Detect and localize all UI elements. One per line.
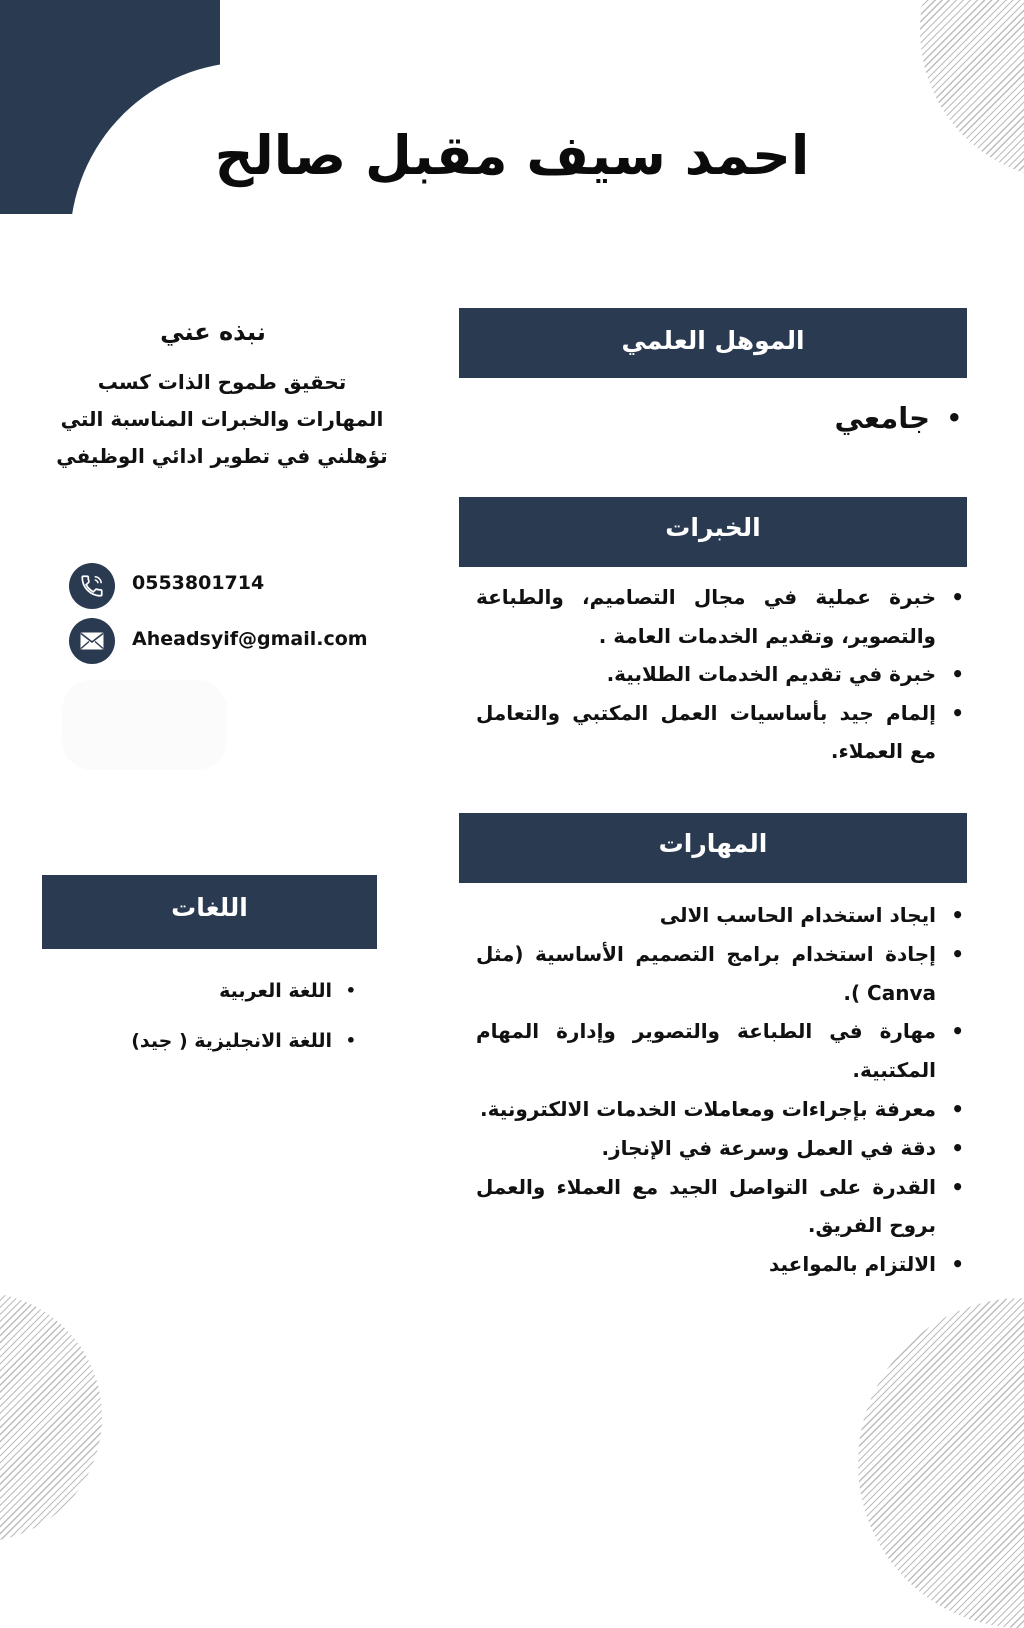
- languages-list: [60, 966, 360, 1066]
- skill-item: • ايجاد استخدام الحاسب الالى: [476, 896, 966, 935]
- skills-section-header: [459, 813, 967, 883]
- skill-item: • مهارة في الطباعة والتصوير وإدارة المهام المكتبية.: [476, 1012, 966, 1090]
- experience-list: [476, 578, 966, 771]
- skills-list: [476, 896, 966, 1284]
- skill-item: • إجادة استخدام برامج التصميم الأساسية (مثل Canva ).: [476, 935, 966, 1013]
- languages-section-header: [42, 875, 377, 949]
- language-item: • اللغة الانجليزية ( جيد): [60, 1016, 360, 1066]
- languages-heading: اللغات: [171, 893, 248, 922]
- qualification-heading: الموهل العلمي: [621, 326, 805, 355]
- experience-item: • إلمام جيد بأساسيات العمل المكتبي والتعامل مع العملاء.: [476, 694, 966, 771]
- skill-item: • الالتزام بالمواعيد: [476, 1245, 966, 1284]
- skills-heading: المهارات: [658, 829, 768, 858]
- skill-item: • معرفة بإجراءات ومعاملات الخدمات الالكترونية.: [476, 1090, 966, 1129]
- experience-item: • خبرة في تقديم الخدمات الطلابية.: [476, 655, 966, 694]
- experience-item: • خبرة عملية في مجال التصاميم، والطباعة والتصوير، وتقديم الخدمات العامة .: [476, 578, 966, 655]
- phone-icon: [69, 563, 115, 609]
- decorative-hatched-circle-bottom-left: [0, 1292, 102, 1542]
- envelope-icon: [69, 618, 115, 664]
- decorative-faint-shape: [62, 680, 227, 770]
- about-body: تحقيق طموح الذات كسب المهارات والخبرات المناسبة التي تؤهلني في تطوير ادائي الوظيفي: [56, 370, 388, 468]
- experience-section-header: [459, 497, 967, 567]
- qualification-section-header: [459, 308, 967, 378]
- qualification-list: [486, 396, 966, 440]
- skill-item: • القدرة على التواصل الجيد مع العملاء والعمل بروح الفريق.: [476, 1168, 966, 1246]
- experience-heading: الخبرات: [665, 513, 761, 542]
- language-item: • اللغة العربية: [60, 966, 360, 1016]
- email-link[interactable]: Aheadsyif@gmail.com: [132, 628, 368, 650]
- phone-number-link[interactable]: 0553801714: [132, 572, 265, 594]
- about-heading: نبذه عني: [160, 318, 266, 346]
- resume-name-title: احمد سيف مقبل صالح: [214, 124, 810, 187]
- decorative-hatched-circle-bottom-right: [858, 1298, 1024, 1628]
- skill-item: • دقة في العمل وسرعة في الإنجاز.: [476, 1129, 966, 1168]
- qualification-item: • جامعي: [486, 396, 966, 440]
